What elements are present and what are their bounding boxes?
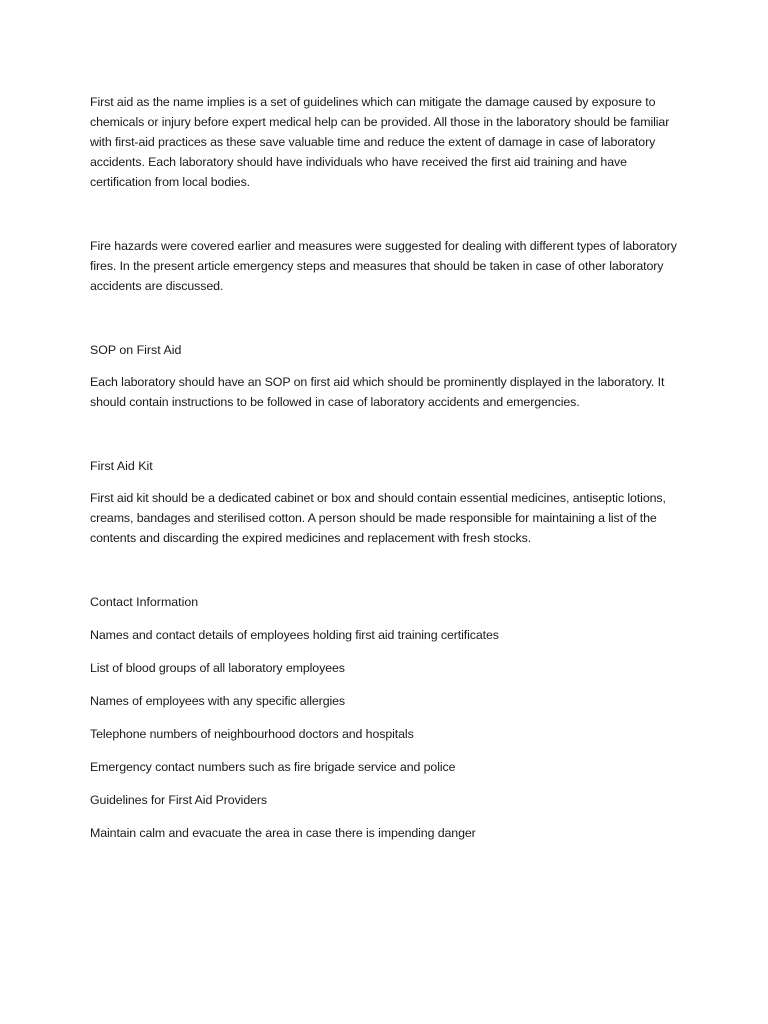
intro-paragraph: First aid as the name implies is a set of guidelines which can mitigate the damage caused by exposure to chemicals or injury before expert medical help can be provided. All those in the laboratory should be familiar with first-aid practices as these save valuable time and reduce the extent of damage in case of laboratory accidents. Each laboratory should have individuals who have received the first aid training and have certification from local bodies.	[90, 95, 670, 189]
fire-hazards-paragraph: Fire hazards were covered earlier and measures were suggested for dealing with different types of laboratory fires. In the present article emergency steps and measures that should be taken in case of other laboratory accidents are discussed.	[90, 239, 677, 293]
sop-heading: SOP on First Aid	[90, 343, 182, 357]
sop-paragraph: Each laboratory should have an SOP on first aid which should be prominently displayed in the laboratory. It should contain instructions to be followed in case of laboratory accidents and emergencies.	[90, 375, 665, 409]
contact-information-heading: Contact Information	[90, 595, 199, 609]
guidelines-heading: Guidelines for First Aid Providers	[90, 793, 268, 807]
contact-item: Emergency contact numbers such as fire brigade service and police	[90, 760, 456, 774]
contact-item: Telephone numbers of neighbourhood doctors and hospitals	[90, 727, 414, 741]
document-body	[90, 92, 680, 843]
first-aid-kit-paragraph: First aid kit should be a dedicated cabinet or box and should contain essential medicines, antiseptic lotions, creams, bandages and sterilised cotton. A person should be made responsible for maintaining a list of the contents and discarding the expired medicines and replacement with fresh stocks.	[90, 491, 666, 545]
guideline-item: Maintain calm and evacuate the area in case there is impending danger	[90, 826, 476, 840]
contact-item: List of blood groups of all laboratory employees	[90, 661, 345, 675]
contact-item: Names and contact details of employees holding first aid training certificates	[90, 628, 499, 642]
first-aid-kit-heading: First Aid Kit	[90, 459, 153, 473]
contact-item: Names of employees with any specific allergies	[90, 694, 346, 708]
